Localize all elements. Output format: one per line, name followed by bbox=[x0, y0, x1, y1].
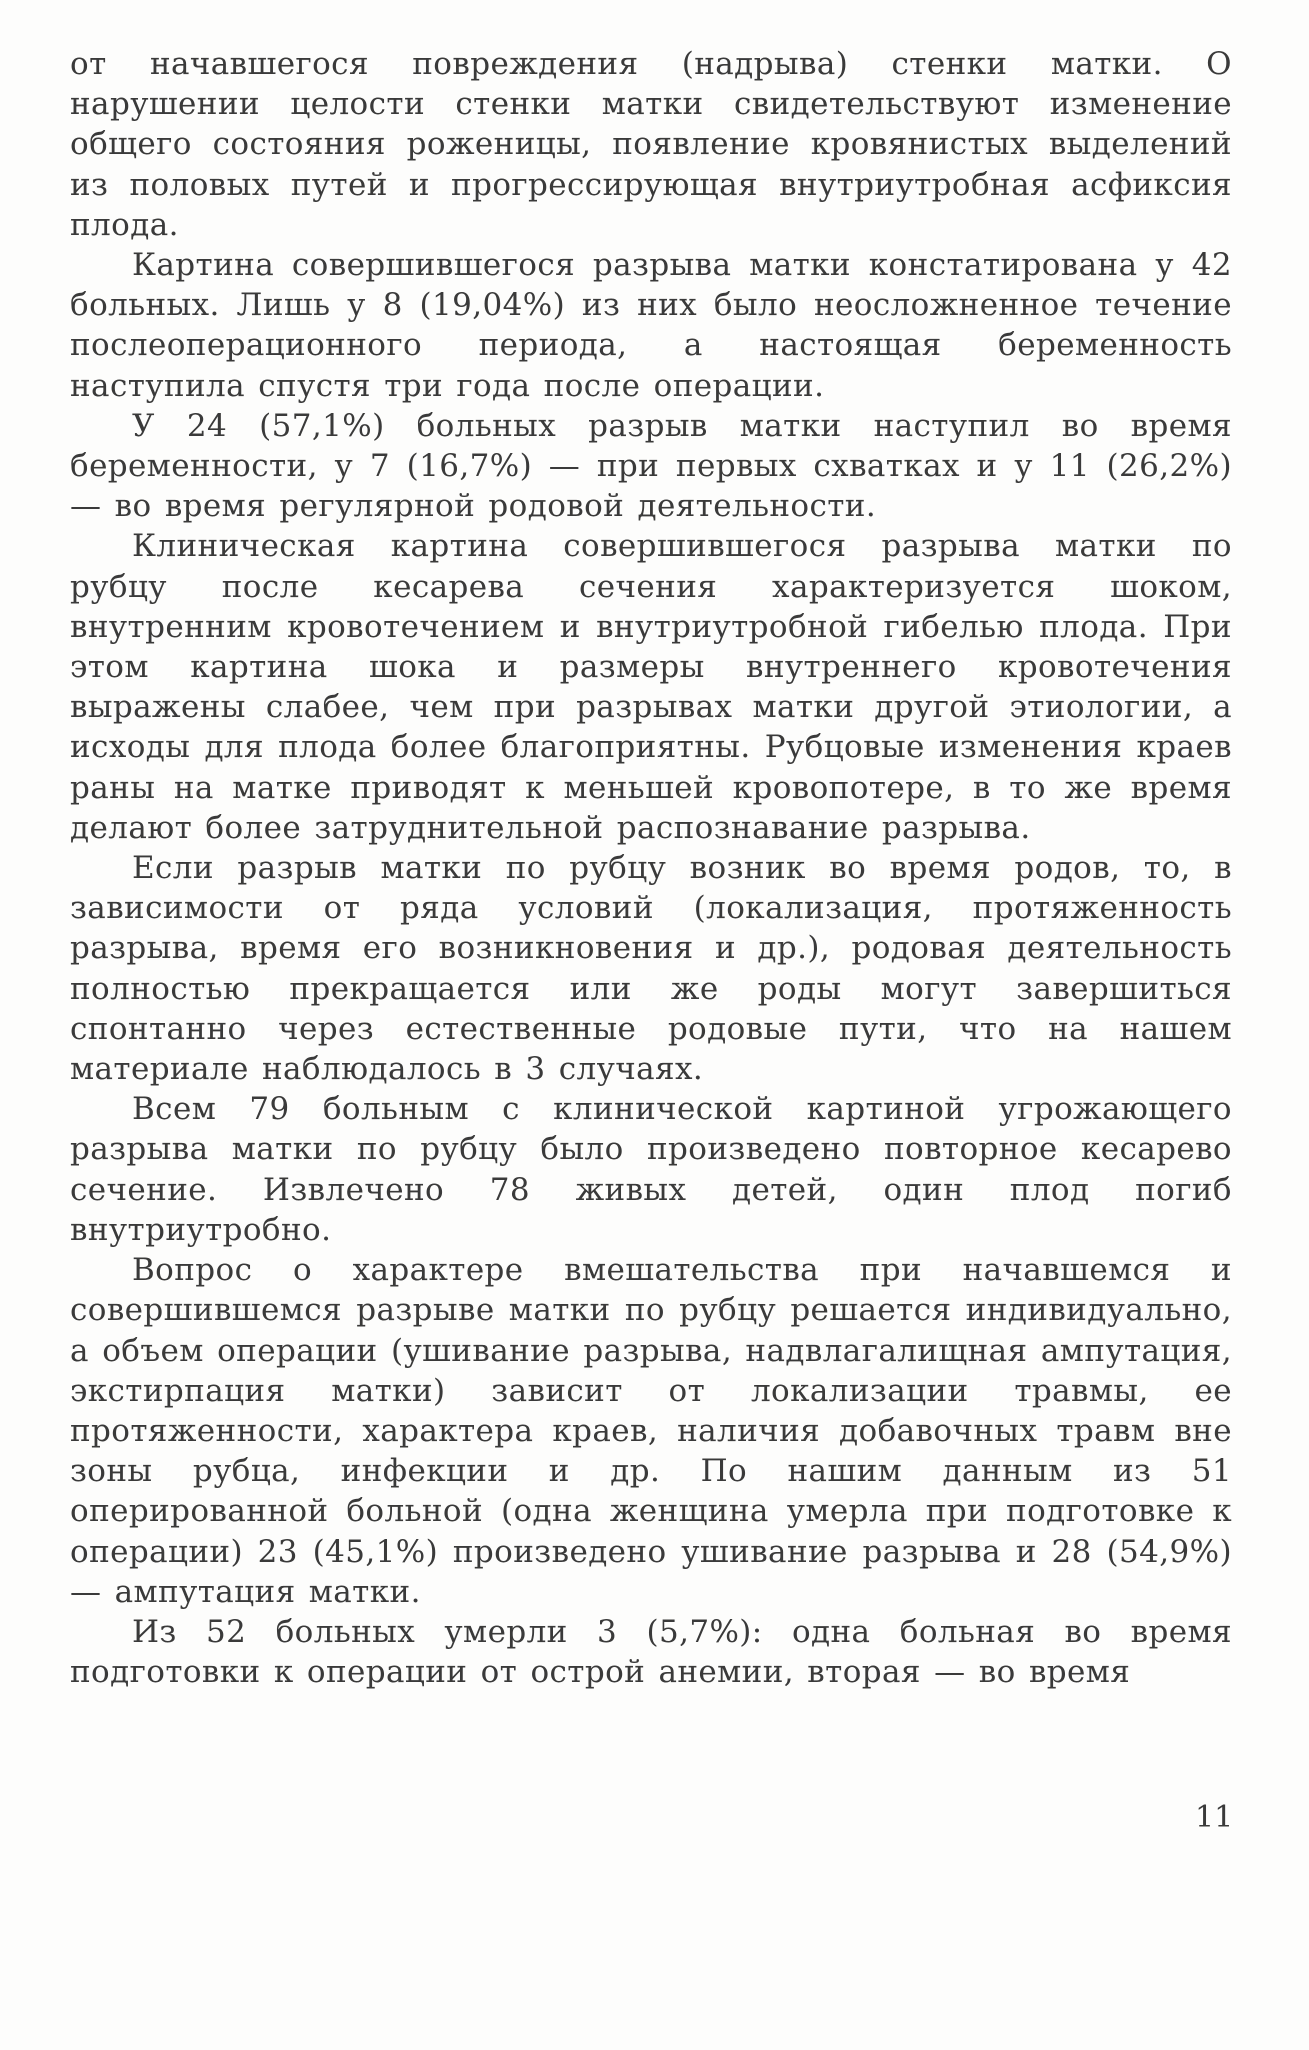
paragraph: Вопрос о характере вмешательства при начавшемся и совершившемся разрыве матки по рубцу решается индивидуально, а объем операции (ушивание разрыва, надвлагалищная ампутация, экстирпация матки) зависит от локализации травмы, ее протяженности, характера краев, наличия добавочных травм вне зоны рубца, инфекции и др. По нашим данным из 51 оперированной больной (одна женщина умерла при подготовке к операции) 23 (45,1%) произведено ушивание разрыва и 28 (54,9%) — ампутация матки. bbox=[70, 1252, 1232, 1610]
page-number: 11 bbox=[1195, 1800, 1234, 1835]
paragraph: Всем 79 больным с клинической картиной угрожающего разрыва матки по рубцу было произведено повторное кесарево сечение. Извлечено 78 живых детей, один плод погиб внутриутробно. bbox=[70, 1091, 1232, 1248]
paragraph: Картина совершившегося разрыва матки констатирована у 42 больных. Лишь у 8 (19,04%) из них было неосложненное течение послеоперационного периода, а настоящая беременность наступила спустя три года после операции. bbox=[70, 247, 1232, 404]
paragraph: У 24 (57,1%) больных разрыв матки наступил во время беременности, у 7 (16,7%) — при первых схватках и у 11 (26,2%) — во время регулярной родовой деятельности. bbox=[70, 407, 1232, 525]
paragraph-continuation: от начавшегося повреждения (надрыва) стенки матки. О нарушении целости стенки матки свидетельствуют изменение общего состояния роженицы, появление кровянистых выделений из половых путей и прогрессирующая внутриутробная асфиксия плода. bbox=[70, 46, 1232, 243]
paragraph: Из 52 больных умерли 3 (5,7%): одна больная во время подготовки к операции от острой анемии, вторая — во время bbox=[70, 1613, 1232, 1691]
paragraph: Клиническая картина совершившегося разрыва матки по рубцу после кесарева сечения характеризуется шоком, внутренним кровотечением и внутриутробной гибелью плода. При этом картина шока и размеры внутреннего кровотечения выражены слабее, чем при разрывах матки другой этиологии, а исходы для плода более благоприятны. Рубцовые изменения краев раны на матке приводят к меньшей кровопотере, в то же время делают более затруднительной распознавание разрыва. bbox=[70, 528, 1232, 846]
paragraph: Если разрыв матки по рубцу возник во время родов, то, в зависимости от ряда условий (локализация, протяженность разрыва, время его возникновения и др.), родовая деятельность полностью прекращается или же роды могут завершиться спонтанно через естественные родовые пути, что на нашем материале наблюдалось в 3 случаях. bbox=[70, 850, 1232, 1088]
body-text bbox=[70, 44, 1232, 1692]
